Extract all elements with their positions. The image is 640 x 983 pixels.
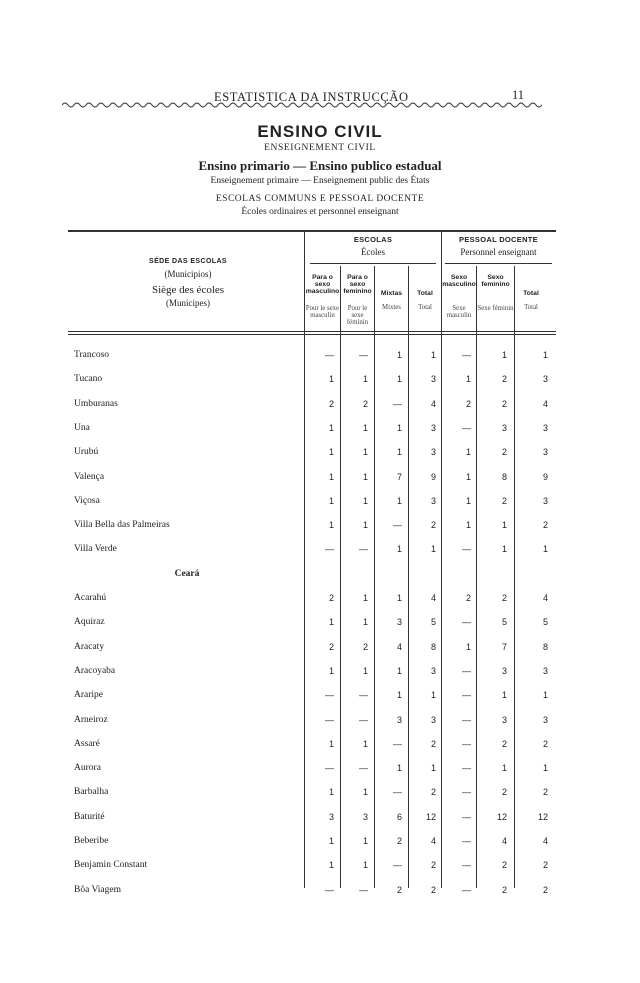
table-cell: 2 [396, 885, 402, 895]
table-row [0, 593, 640, 609]
wavy-rule [62, 100, 542, 110]
table-cell: 4 [542, 593, 548, 603]
table-cell: 7 [396, 472, 402, 482]
table-row [0, 690, 640, 706]
municipio-name: Arneiroz [74, 715, 108, 725]
table-cell: 7 [501, 642, 507, 652]
table-cell: 1 [396, 544, 402, 554]
table-cell: 1 [542, 544, 548, 554]
table-row [0, 399, 640, 415]
table-row [0, 544, 640, 560]
table-cell: 1 [501, 350, 507, 360]
group-pessoal-fr: Personnel enseignant [460, 247, 537, 257]
table-cell: 1 [465, 520, 471, 530]
table-cell: 1 [430, 763, 436, 773]
table-row [0, 374, 640, 390]
table-cell: 3 [542, 374, 548, 384]
table-cell: 1 [328, 374, 334, 384]
municipio-name: Araripe [74, 690, 104, 700]
municipio-name: Viçosa [74, 496, 100, 506]
table-cell: — [359, 350, 368, 360]
table-cell: 3 [362, 812, 368, 822]
table-cell: 1 [362, 617, 368, 627]
group-underline-pessoal [445, 263, 552, 264]
column-header: Para o sexo masculino [305, 274, 340, 296]
municipio-name: Urubú [74, 447, 99, 457]
table-cell: — [393, 399, 402, 409]
table-row [0, 787, 640, 803]
table-cell: 1 [430, 690, 436, 700]
table-cell: 1 [362, 836, 368, 846]
table-cell: — [359, 690, 368, 700]
table-cell: 2 [430, 885, 436, 895]
table-cell: — [462, 787, 471, 797]
table-cell: — [325, 544, 334, 554]
table-cell: 3 [542, 423, 548, 433]
table-row [0, 715, 640, 731]
table-cell: 1 [501, 690, 507, 700]
table-top-rule [68, 230, 556, 232]
table-cell: 3 [542, 447, 548, 457]
table-cell: — [393, 520, 402, 530]
table-cell: 2 [501, 787, 507, 797]
running-head-title: ESTATISTICA DA INSTRUCÇÃO [214, 90, 409, 104]
table-cell: 1 [362, 860, 368, 870]
table-cell: 1 [362, 447, 368, 457]
municipio-name: Aurora [74, 763, 101, 773]
group-pessoal: PESSOAL DOCENTE [459, 235, 538, 244]
table-cell: 2 [501, 593, 507, 603]
municipio-name: Una [74, 423, 90, 433]
column-header: Total [523, 290, 539, 297]
table-cell: 2 [465, 399, 471, 409]
sede-header-fr: Siège des écoles [151, 284, 225, 296]
table-cell: — [462, 812, 471, 822]
municipio-name: Umburanas [74, 399, 118, 409]
table-cell: 1 [396, 496, 402, 506]
table-cell: 1 [542, 690, 548, 700]
municipio-name: Baturité [74, 812, 105, 822]
table-cell: 2 [501, 739, 507, 749]
table-cell: 3 [501, 423, 507, 433]
table-cell: 1 [465, 374, 471, 384]
municipio-name: Acarahú [74, 593, 107, 603]
table-cell: — [462, 739, 471, 749]
municipio-name: Benjamin Constant [74, 860, 148, 870]
table-cell: 2 [542, 885, 548, 895]
table-cell: 2 [501, 399, 507, 409]
column-header: Total [417, 290, 433, 297]
table-cell: — [359, 544, 368, 554]
table-cell: 1 [362, 520, 368, 530]
heading-sub2-fr: Écoles ordinaires et personnel enseignant [241, 207, 399, 217]
table-cell: 5 [501, 617, 507, 627]
table-cell: 2 [430, 739, 436, 749]
table-cell: 1 [328, 496, 334, 506]
table-cell: 3 [430, 447, 436, 457]
table-cell: 2 [430, 520, 436, 530]
table-cell: 1 [465, 472, 471, 482]
table-cell: 2 [328, 593, 334, 603]
table-cell: 1 [465, 642, 471, 652]
table-cell: 3 [430, 715, 436, 725]
table-cell: 9 [542, 472, 548, 482]
table-cell: 1 [362, 666, 368, 676]
table-cell: 1 [396, 593, 402, 603]
column-header-fr: Sexe masculin [446, 305, 472, 320]
table-cell: 3 [542, 715, 548, 725]
municipio-name: Bôa Viagem [74, 885, 122, 895]
heading-main: ENSINO CIVIL [257, 122, 383, 141]
table-cell: 2 [501, 374, 507, 384]
municipio-name: Tucano [74, 374, 103, 384]
table-cell: 9 [430, 472, 436, 482]
table-cell: 5 [542, 617, 548, 627]
table-cell: 3 [430, 374, 436, 384]
header-bottom-rule-2 [68, 334, 556, 335]
table-cell: 3 [328, 812, 334, 822]
column-header-fr: Mixtes [382, 304, 401, 311]
table-cell: 1 [396, 350, 402, 360]
table-cell: 2 [328, 642, 334, 652]
sede-header: SÉDE DAS ESCOLAS [149, 258, 227, 265]
page-number: 11 [512, 88, 525, 102]
table-row [0, 520, 640, 536]
table-cell: 1 [362, 472, 368, 482]
table-row [0, 836, 640, 852]
table-cell: — [462, 860, 471, 870]
table-cell: 1 [396, 690, 402, 700]
municipio-name: Aquiraz [74, 617, 105, 627]
table-cell: — [359, 763, 368, 773]
table-cell: — [325, 885, 334, 895]
table-cell: — [462, 715, 471, 725]
table-cell: 12 [496, 812, 507, 822]
table-cell: 1 [362, 739, 368, 749]
municipio-name: Villa Bella das Palmeiras [74, 520, 170, 530]
group-escolas-fr: Écoles [361, 247, 385, 257]
table-cell: 2 [430, 787, 436, 797]
table-cell: 8 [542, 642, 548, 652]
table-cell: 1 [328, 472, 334, 482]
table-cell: 2 [542, 739, 548, 749]
table-cell: 8 [501, 472, 507, 482]
table-cell: 1 [328, 739, 334, 749]
table-cell: 3 [430, 496, 436, 506]
table-cell: 1 [362, 496, 368, 506]
table-cell: 1 [501, 544, 507, 554]
table-row [0, 642, 640, 658]
table-cell: — [393, 787, 402, 797]
column-header: Sexo masculino [442, 274, 476, 289]
column-header-fr: Total [524, 304, 538, 311]
table-cell: 2 [542, 860, 548, 870]
municipio-name: Aracaty [74, 642, 105, 652]
table-cell: 1 [362, 593, 368, 603]
table-cell: 2 [430, 860, 436, 870]
table-cell: — [359, 715, 368, 725]
table-cell: — [462, 763, 471, 773]
table-cell: — [325, 763, 334, 773]
group-underline-escolas [310, 263, 436, 264]
column-header: Para o sexo feminino [343, 274, 372, 296]
municipio-name: Trancoso [74, 350, 110, 360]
municipio-name: Assaré [74, 739, 100, 749]
heading-sub-fr: Enseignement primaire — Enseignement public des États [210, 176, 430, 186]
table-cell: 4 [430, 399, 436, 409]
table-cell: 3 [501, 715, 507, 725]
table-cell: 1 [501, 520, 507, 530]
table-cell: — [462, 666, 471, 676]
table-cell: — [462, 423, 471, 433]
table-cell: 1 [465, 496, 471, 506]
table-cell: 1 [328, 520, 334, 530]
municipio-name: Aracoyaba [74, 666, 116, 676]
table-cell: 1 [362, 374, 368, 384]
table-cell: — [359, 885, 368, 895]
table-row [0, 739, 640, 755]
heading-main-fr: ENSEIGNEMENT CIVIL [264, 143, 376, 153]
column-header-fr: Pour le sexe féminin [346, 305, 369, 327]
table-cell: 2 [542, 520, 548, 530]
table-cell: 3 [542, 666, 548, 676]
header-bottom-rule [68, 331, 556, 332]
table-cell: 2 [396, 836, 402, 846]
table-cell: 1 [328, 860, 334, 870]
table-row [0, 666, 640, 682]
table-cell: 1 [465, 447, 471, 457]
table-cell: 1 [362, 787, 368, 797]
table-cell: 1 [328, 617, 334, 627]
sede-subheader-fr: (Municipes) [166, 298, 210, 308]
table-cell: 1 [542, 350, 548, 360]
municipio-name: Valença [74, 472, 105, 482]
table-row [0, 472, 640, 488]
table-cell: 8 [430, 642, 436, 652]
table-row [0, 350, 640, 366]
table-cell: 2 [362, 399, 368, 409]
table-cell: 4 [430, 836, 436, 846]
table-cell: 1 [328, 423, 334, 433]
table-cell: 1 [396, 423, 402, 433]
table-cell: 1 [542, 763, 548, 773]
heading-sub: Ensino primario — Ensino publico estadual [198, 158, 442, 173]
table-cell: 1 [328, 787, 334, 797]
table-cell: 3 [501, 666, 507, 676]
table-row [0, 447, 640, 463]
table-row [0, 812, 640, 828]
municipio-name: Villa Verde [74, 544, 117, 554]
column-header-fr: Total [418, 304, 432, 311]
table-cell: — [462, 836, 471, 846]
table-cell: — [325, 715, 334, 725]
table-cell: 3 [396, 617, 402, 627]
sede-subheader: (Municipios) [164, 269, 212, 279]
column-header: Mixtas [380, 290, 403, 297]
table-cell: 12 [537, 812, 548, 822]
table-cell: — [462, 617, 471, 627]
table-cell: 3 [396, 715, 402, 725]
table-cell: 4 [396, 642, 402, 652]
municipio-name: Beberibe [74, 836, 109, 846]
column-header-fr: Sexe féminin [477, 305, 514, 312]
table-cell: 1 [430, 544, 436, 554]
table-cell: — [393, 860, 402, 870]
table-cell: 1 [430, 350, 436, 360]
heading-sub2: ESCOLAS COMMUNS E PESSOAL DOCENTE [215, 194, 425, 204]
column-header: Sexo feminino [481, 274, 510, 289]
table-cell: 1 [501, 763, 507, 773]
table-cell: 4 [501, 836, 507, 846]
table-row [0, 860, 640, 876]
table-row [0, 763, 640, 779]
table-cell: 2 [501, 447, 507, 457]
table-row [0, 496, 640, 512]
table-cell: 2 [465, 593, 471, 603]
table-cell: — [325, 690, 334, 700]
table-cell: — [462, 885, 471, 895]
table-cell: 12 [425, 812, 436, 822]
table-cell: 6 [396, 812, 402, 822]
table-cell: — [462, 350, 471, 360]
table-row [0, 885, 640, 901]
table-row [0, 423, 640, 439]
table-cell: 5 [430, 617, 436, 627]
table-cell: 1 [396, 666, 402, 676]
table-cell: 3 [430, 423, 436, 433]
table-cell: 2 [501, 496, 507, 506]
table-cell: 1 [328, 666, 334, 676]
table-cell: 4 [542, 399, 548, 409]
group-escolas: ESCOLAS [353, 235, 393, 244]
column-header-fr: Pour le sexe masculin [305, 305, 340, 320]
table-cell: — [325, 350, 334, 360]
municipio-name: Barbalha [74, 787, 109, 797]
table-cell: 4 [430, 593, 436, 603]
table-cell: 4 [542, 836, 548, 846]
table-cell: 1 [328, 447, 334, 457]
table-cell: 1 [396, 447, 402, 457]
table-cell: 2 [542, 787, 548, 797]
table-cell: 2 [501, 860, 507, 870]
table-cell: 1 [362, 423, 368, 433]
table-row [0, 617, 640, 633]
table-cell: 3 [542, 496, 548, 506]
table-cell: — [462, 690, 471, 700]
table-cell: 3 [430, 666, 436, 676]
table-cell: — [393, 739, 402, 749]
table-cell: 2 [328, 399, 334, 409]
section-heading: Ceará [174, 569, 200, 579]
table-cell: 1 [396, 374, 402, 384]
table-cell: — [462, 544, 471, 554]
table-cell: 2 [501, 885, 507, 895]
table-cell: 2 [362, 642, 368, 652]
table-cell: 1 [396, 763, 402, 773]
table-cell: 1 [328, 836, 334, 846]
